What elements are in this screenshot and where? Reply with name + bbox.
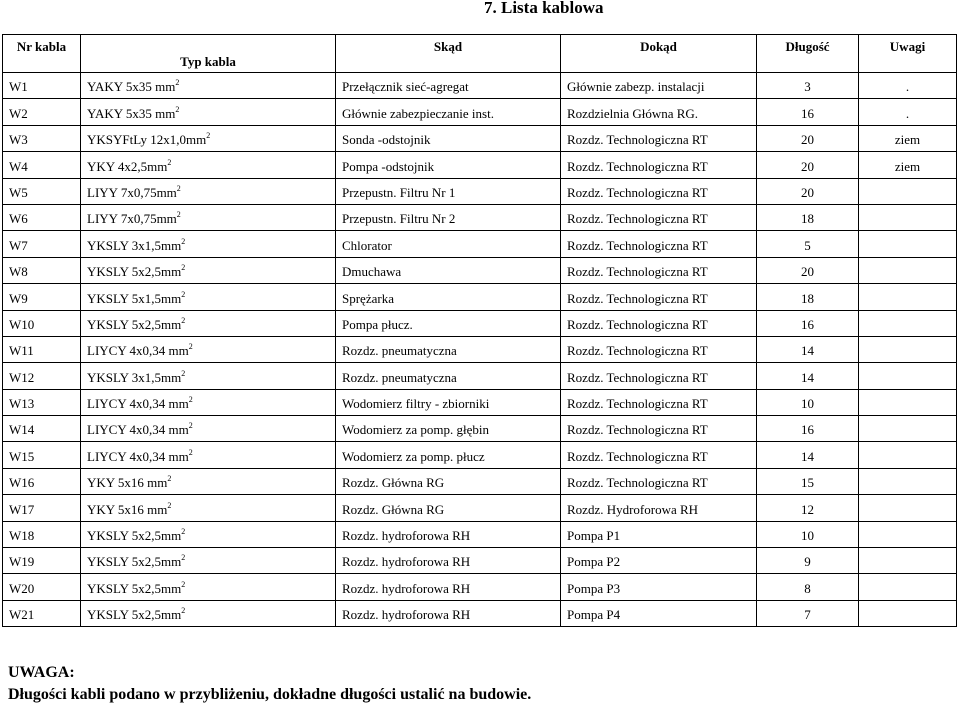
- cell-uwagi: [859, 204, 957, 230]
- cell-uwagi: [859, 574, 957, 600]
- cell-typ: [81, 178, 336, 204]
- cell-dlugosc: 15: [757, 468, 859, 494]
- unit-superscript: 2: [181, 263, 186, 273]
- cell-nr: W3: [3, 125, 81, 151]
- cell-dokad: Rozdz. Technologiczna RT: [561, 389, 757, 415]
- table-row: [3, 468, 957, 494]
- table-row: [3, 416, 957, 442]
- unit-superscript: 2: [181, 368, 186, 378]
- cell-dlugosc: 3: [757, 73, 859, 99]
- page-title: 7. Lista kablowa: [484, 0, 604, 17]
- cell-nr: W5: [3, 178, 81, 204]
- cable-type-text: YKY 4x2,5mm: [87, 158, 168, 174]
- unit-superscript: 2: [176, 210, 181, 220]
- unit-superscript: 2: [181, 527, 186, 537]
- cell-uwagi: [859, 336, 957, 362]
- cell-skad: Sonda -odstojnik: [336, 125, 561, 151]
- cable-type-text: LIYY 7x0,75mm: [87, 211, 177, 227]
- cable-type-text: YKSLY 5x1,5mm: [87, 290, 182, 306]
- cell-skad: Głównie zabezpieczanie inst.: [336, 99, 561, 125]
- cell-skad: Wodomierz za pomp. głębin: [336, 416, 561, 442]
- cell-nr: W20: [3, 574, 81, 600]
- cell-nr: W12: [3, 363, 81, 389]
- cell-dlugosc: 14: [757, 442, 859, 468]
- table-row: [3, 548, 957, 574]
- cell-typ: [81, 336, 336, 362]
- cell-nr: W4: [3, 152, 81, 178]
- header-dokad: Dokąd: [561, 35, 757, 73]
- cell-dokad: Pompa P3: [561, 574, 757, 600]
- cell-uwagi: [859, 521, 957, 547]
- cell-dokad: Rozdz. Hydroforowa RH: [561, 495, 757, 521]
- cell-dokad: Rozdz. Technologiczna RT: [561, 363, 757, 389]
- cell-uwagi: .: [859, 99, 957, 125]
- cell-dokad: Rozdzielnia Główna RG.: [561, 99, 757, 125]
- cell-dlugosc: 20: [757, 152, 859, 178]
- table-row: [3, 521, 957, 547]
- unit-superscript: 2: [175, 104, 180, 114]
- cable-type-text: LIYCY 4x0,34 mm: [87, 422, 189, 438]
- unit-superscript: 2: [188, 342, 193, 352]
- cell-skad: Rozdz. pneumatyczna: [336, 363, 561, 389]
- cell-dokad: Rozdz. Technologiczna RT: [561, 257, 757, 283]
- header-typ: Typ kabla: [81, 35, 336, 73]
- cell-typ: [81, 548, 336, 574]
- unit-superscript: 2: [181, 579, 186, 589]
- cell-dokad: Głównie zabezp. instalacji: [561, 73, 757, 99]
- cell-typ: [81, 416, 336, 442]
- cell-nr: W11: [3, 336, 81, 362]
- cell-dlugosc: 8: [757, 574, 859, 600]
- table-row: [3, 336, 957, 362]
- cell-uwagi: [859, 178, 957, 204]
- unit-superscript: 2: [176, 183, 181, 193]
- cell-skad: Sprężarka: [336, 284, 561, 310]
- cell-typ: [81, 204, 336, 230]
- cell-skad: Rozdz. hydroforowa RH: [336, 574, 561, 600]
- table-header-row: [3, 35, 957, 73]
- table-row: [3, 442, 957, 468]
- cell-dlugosc: 10: [757, 521, 859, 547]
- cell-uwagi: [859, 416, 957, 442]
- cell-typ: [81, 310, 336, 336]
- cell-skad: Rozdz. hydroforowa RH: [336, 548, 561, 574]
- cell-nr: W21: [3, 600, 81, 626]
- table-row: [3, 600, 957, 626]
- cell-skad: Pompa płucz.: [336, 310, 561, 336]
- unit-superscript: 2: [167, 157, 172, 167]
- cell-typ: [81, 99, 336, 125]
- cell-skad: Przepustn. Filtru Nr 1: [336, 178, 561, 204]
- cell-uwagi: [859, 257, 957, 283]
- cell-nr: W10: [3, 310, 81, 336]
- cable-type-text: LIYY 7x0,75mm: [87, 184, 177, 200]
- unit-superscript: 2: [188, 395, 193, 405]
- cell-skad: Rozdz. pneumatyczna: [336, 336, 561, 362]
- unit-superscript: 2: [167, 500, 172, 510]
- cable-type-text: LIYCY 4x0,34 mm: [87, 343, 189, 359]
- cable-type-text: YAKY 5x35 mm: [87, 79, 176, 95]
- header-uwagi: Uwagi: [859, 35, 957, 73]
- cell-uwagi: [859, 600, 957, 626]
- table-row: [3, 389, 957, 415]
- header-nr: Nr kabla: [3, 35, 81, 73]
- table-row: [3, 257, 957, 283]
- cell-nr: W6: [3, 204, 81, 230]
- table-row: [3, 152, 957, 178]
- cable-type-text: YKSLY 5x2,5mm: [87, 607, 182, 623]
- table-row: [3, 99, 957, 125]
- cable-type-text: YAKY 5x35 mm: [87, 105, 176, 121]
- cell-nr: W9: [3, 284, 81, 310]
- header-skad: Skąd: [336, 35, 561, 73]
- cell-dlugosc: 9: [757, 548, 859, 574]
- cell-dokad: Rozdz. Technologiczna RT: [561, 310, 757, 336]
- cell-typ: [81, 442, 336, 468]
- cable-type-text: YKSLY 5x2,5mm: [87, 264, 182, 280]
- cell-nr: W16: [3, 468, 81, 494]
- cell-nr: W17: [3, 495, 81, 521]
- cell-dlugosc: 16: [757, 99, 859, 125]
- cell-typ: [81, 73, 336, 99]
- note-heading: UWAGA:: [8, 664, 75, 681]
- cell-dokad: Rozdz. Technologiczna RT: [561, 204, 757, 230]
- unit-superscript: 2: [167, 474, 172, 484]
- cell-dokad: Rozdz. Technologiczna RT: [561, 152, 757, 178]
- cell-dokad: Pompa P1: [561, 521, 757, 547]
- note-block: [8, 662, 531, 706]
- cell-dokad: Pompa P4: [561, 600, 757, 626]
- cell-uwagi: [859, 442, 957, 468]
- cell-dokad: Rozdz. Technologiczna RT: [561, 442, 757, 468]
- cable-type-text: LIYCY 4x0,34 mm: [87, 448, 189, 464]
- cell-uwagi: .: [859, 73, 957, 99]
- table-row: [3, 574, 957, 600]
- cable-type-text: YKY 5x16 mm: [87, 501, 168, 517]
- table-body: [3, 73, 957, 627]
- cell-uwagi: [859, 284, 957, 310]
- cell-typ: [81, 284, 336, 310]
- cell-typ: [81, 125, 336, 151]
- cell-dlugosc: 16: [757, 416, 859, 442]
- cell-uwagi: ziem: [859, 125, 957, 151]
- cell-uwagi: [859, 310, 957, 336]
- unit-superscript: 2: [206, 131, 211, 141]
- cell-skad: Chlorator: [336, 231, 561, 257]
- cell-typ: [81, 521, 336, 547]
- header-dlugosc: Długość: [757, 35, 859, 73]
- cell-uwagi: [859, 548, 957, 574]
- cable-type-text: YKSLY 5x2,5mm: [87, 580, 182, 596]
- cell-dlugosc: 20: [757, 178, 859, 204]
- cell-uwagi: [859, 495, 957, 521]
- cell-dokad: Rozdz. Technologiczna RT: [561, 284, 757, 310]
- cell-dlugosc: 18: [757, 284, 859, 310]
- cell-nr: W1: [3, 73, 81, 99]
- cell-typ: [81, 495, 336, 521]
- table-row: [3, 204, 957, 230]
- cell-dlugosc: 14: [757, 336, 859, 362]
- cell-dlugosc: 10: [757, 389, 859, 415]
- unit-superscript: 2: [181, 553, 186, 563]
- cell-nr: W7: [3, 231, 81, 257]
- cell-typ: [81, 574, 336, 600]
- cell-dokad: Rozdz. Technologiczna RT: [561, 125, 757, 151]
- cell-skad: Pompa -odstojnik: [336, 152, 561, 178]
- cable-type-text: YKSLY 5x2,5mm: [87, 316, 182, 332]
- cell-nr: W13: [3, 389, 81, 415]
- cell-nr: W2: [3, 99, 81, 125]
- unit-superscript: 2: [181, 315, 186, 325]
- cable-type-text: YKSYFtLy 12x1,0mm: [87, 132, 207, 148]
- cell-uwagi: [859, 363, 957, 389]
- unit-superscript: 2: [175, 78, 180, 88]
- cable-list-table: [2, 34, 957, 627]
- cell-skad: Dmuchawa: [336, 257, 561, 283]
- cell-skad: Wodomierz filtry - zbiorniki: [336, 389, 561, 415]
- cell-typ: [81, 600, 336, 626]
- cable-type-text: YKSLY 5x2,5mm: [87, 554, 182, 570]
- cell-typ: [81, 363, 336, 389]
- cable-type-text: LIYCY 4x0,34 mm: [87, 396, 189, 412]
- cell-nr: W15: [3, 442, 81, 468]
- cell-dlugosc: 18: [757, 204, 859, 230]
- cell-dlugosc: 14: [757, 363, 859, 389]
- cell-dlugosc: 12: [757, 495, 859, 521]
- cell-dlugosc: 20: [757, 125, 859, 151]
- table-row: [3, 125, 957, 151]
- table-row: [3, 310, 957, 336]
- table-row: [3, 284, 957, 310]
- cable-type-text: YKSLY 3x1,5mm: [87, 369, 182, 385]
- cell-dlugosc: 16: [757, 310, 859, 336]
- cell-typ: [81, 389, 336, 415]
- cell-dlugosc: 7: [757, 600, 859, 626]
- cell-skad: Wodomierz za pomp. płucz: [336, 442, 561, 468]
- cell-typ: [81, 152, 336, 178]
- table-row: [3, 73, 957, 99]
- cell-uwagi: [859, 231, 957, 257]
- cell-skad: Rozdz. Główna RG: [336, 495, 561, 521]
- unit-superscript: 2: [181, 289, 186, 299]
- cell-typ: [81, 231, 336, 257]
- unit-superscript: 2: [181, 236, 186, 246]
- cell-typ: [81, 257, 336, 283]
- cell-skad: Rozdz. hydroforowa RH: [336, 600, 561, 626]
- cell-nr: W19: [3, 548, 81, 574]
- note-text: Długości kabli podano w przybliżeniu, dokładne długości ustalić na budowie.: [8, 686, 532, 703]
- cell-dokad: Rozdz. Technologiczna RT: [561, 178, 757, 204]
- table-row: [3, 363, 957, 389]
- cell-skad: Rozdz. hydroforowa RH: [336, 521, 561, 547]
- cell-dokad: Rozdz. Technologiczna RT: [561, 336, 757, 362]
- cell-skad: Rozdz. Główna RG: [336, 468, 561, 494]
- unit-superscript: 2: [188, 421, 193, 431]
- cell-nr: W14: [3, 416, 81, 442]
- cell-uwagi: [859, 389, 957, 415]
- cell-dlugosc: 20: [757, 257, 859, 283]
- cell-dokad: Rozdz. Technologiczna RT: [561, 416, 757, 442]
- table-row: [3, 495, 957, 521]
- cable-type-text: YKSLY 3x1,5mm: [87, 237, 182, 253]
- cell-nr: W8: [3, 257, 81, 283]
- cable-type-text: YKSLY 5x2,5mm: [87, 528, 182, 544]
- cell-typ: [81, 468, 336, 494]
- cell-dlugosc: 5: [757, 231, 859, 257]
- unit-superscript: 2: [181, 606, 186, 616]
- cell-dokad: Rozdz. Technologiczna RT: [561, 231, 757, 257]
- cell-skad: Przełącznik sieć-agregat: [336, 73, 561, 99]
- cell-uwagi: ziem: [859, 152, 957, 178]
- table-row: [3, 178, 957, 204]
- cell-uwagi: [859, 468, 957, 494]
- unit-superscript: 2: [188, 447, 193, 457]
- table-row: [3, 231, 957, 257]
- cell-skad: Przepustn. Filtru Nr 2: [336, 204, 561, 230]
- cell-dokad: Rozdz. Technologiczna RT: [561, 468, 757, 494]
- cable-type-text: YKY 5x16 mm: [87, 475, 168, 491]
- cell-nr: W18: [3, 521, 81, 547]
- cell-dokad: Pompa P2: [561, 548, 757, 574]
